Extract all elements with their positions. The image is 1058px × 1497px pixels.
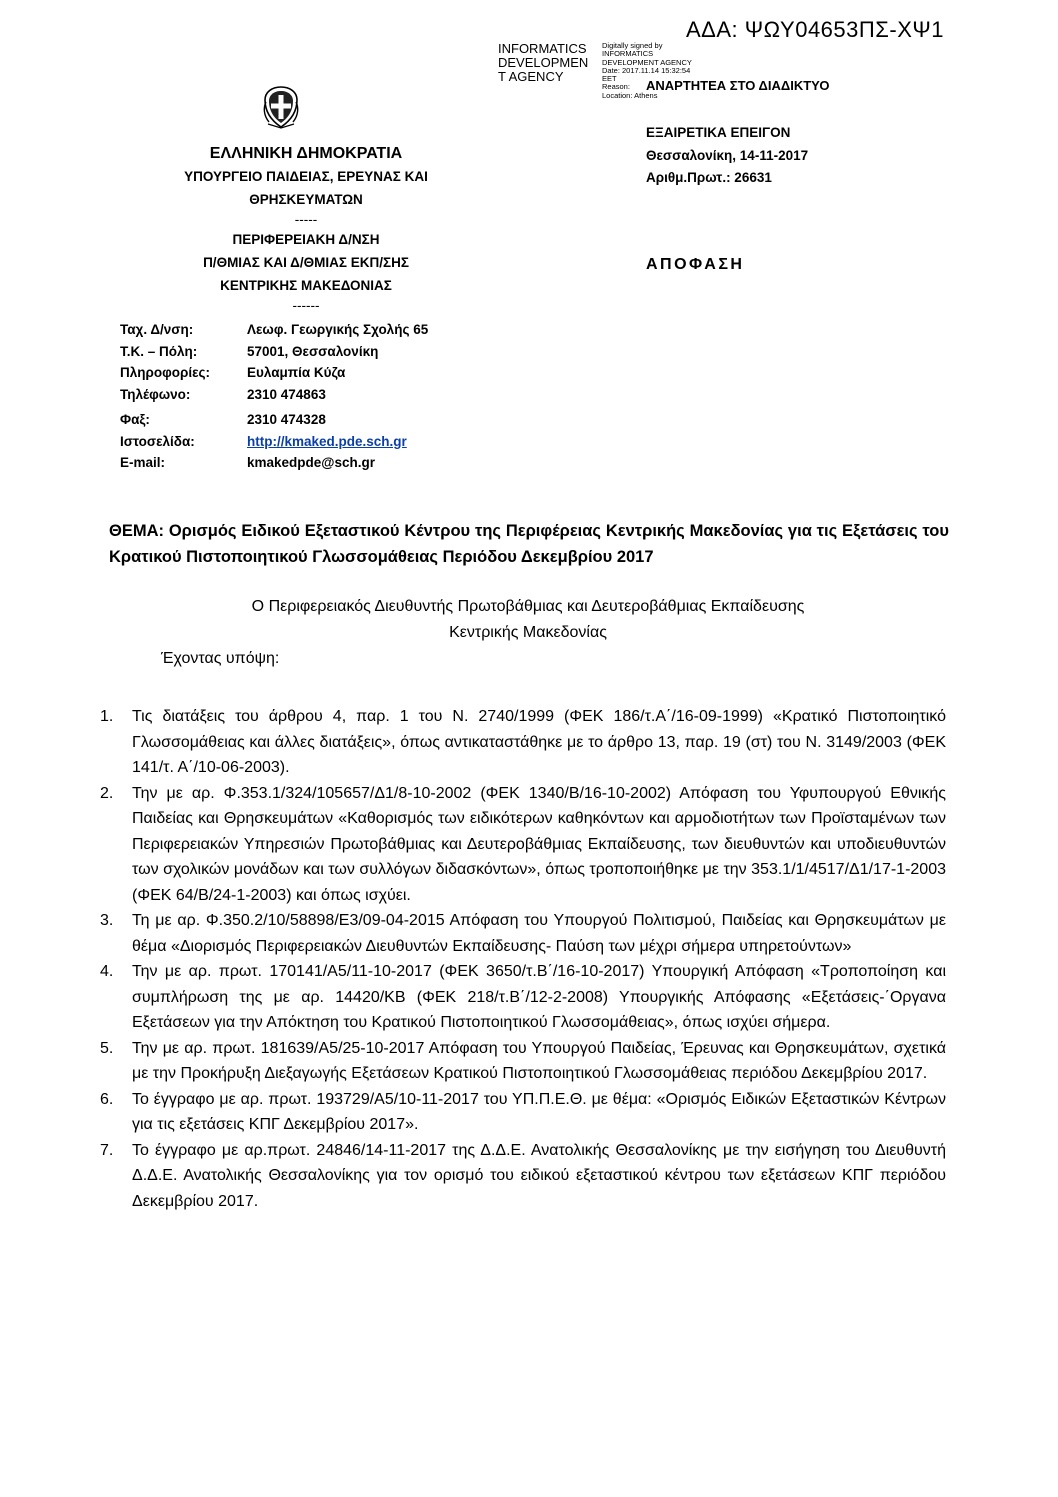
- contact-label: Τ.Κ. – Πόλη:: [120, 343, 198, 359]
- contact-value: Λεωφ. Γεωργικής Σχολής 65: [247, 322, 429, 337]
- contact-value: 57001, Θεσσαλονίκη: [247, 343, 379, 359]
- item-text: Την με αρ. πρωτ. 181639/Α5/25-10-2017 Απόφαση του Υπουργού Παιδείας, Έρευνας και Θρησκευμάτων, σχετικά με την Προκήρυξη Διεξαγωγής Εξετάσεων Κρατικού Πιστοποιητικού Γλωσσομάθειας περιόδου Δεκεμβρίου 2017.: [132, 1039, 946, 1082]
- separator: -----: [294, 212, 318, 227]
- ada-code: ΑΔΑ: ΨΩΥ04653ΠΣ-ΧΨ1: [685, 17, 944, 42]
- contact-value: Ευλαμπία Κύζα: [247, 365, 346, 380]
- item-text: Τη με αρ. Φ.350.2/10/58898/Ε3/09-04-2015 Απόφαση του Υπουργού Πολιτισμού, Παιδείας και Θρησκευμάτων με θέμα «Διορισμός Περιφερειακών Διευθυντών Εκπαίδευσης- Παύση των μέχρι σήμερα υπηρετούντων»: [132, 912, 946, 955]
- place-date: Θεσσαλονίκη, 14-11-2017: [646, 147, 809, 163]
- signature-line: Reason:: [602, 82, 630, 92]
- list-item: [100, 1087, 946, 1138]
- website-link[interactable]: http://kmaked.pde.sch.gr: [247, 433, 407, 449]
- signature-line: Location: Athens: [602, 90, 658, 100]
- separator: ------: [292, 298, 320, 313]
- item-number: 6.: [100, 1090, 114, 1108]
- item-text: Την με αρ. Φ.353.1/324/105657/Δ1/8-10-2002 (ΦΕΚ 1340/Β/16-10-2002) Απόφαση του Υφυπουργού Εθνικής Παιδείας και Θρησκευμάτων «Καθορισμός των ειδικότερων καθηκόντων και αρμοδιοτήτων των Προϊσταμένων των Περιφερειακών Υπηρεσιών Πρωτοβάθμιας και Δευτεροβάθμιας Εκπαίδευσης, των διευθυντών και υποδιευθυντών των σχολικών μονάδων και των συλλόγων διδασκόντων», όπως τροποποιήθηκε με την 353.1/1/4517/Δ1/17-1-2003 (ΦΕΚ 64/Β/24-1-2003) και όπως ισχύει.: [132, 784, 946, 904]
- directorate-line: Π/ΘΜΙΑΣ ΚΑΙ Δ/ΘΜΙΑΣ ΕΚΠ/ΣΗΣ: [203, 255, 409, 270]
- issuer-header: [150, 142, 462, 314]
- list-item: [100, 959, 946, 1036]
- item-number: 4.: [100, 963, 114, 980]
- republic-title: ΕΛΛΗΝΙΚΗ ΔΗΜΟΚΡΑΤΙΑ: [209, 145, 403, 162]
- document-meta: [646, 122, 808, 190]
- protocol-number: Αριθμ.Πρωτ.: 26631: [646, 170, 772, 185]
- list-item: [100, 908, 946, 959]
- contact-value: 2310 474863: [247, 386, 326, 402]
- authority-statement: [108, 594, 948, 646]
- signature-line: INFORMATICS: [602, 49, 654, 59]
- posting-note: ΑΝΑΡΤΗΤΕΑ ΣΤΟ ΔΙΑΔΙΚΤΥΟ: [646, 78, 830, 93]
- list-item: [100, 1138, 946, 1215]
- contact-value: 2310 474328: [247, 412, 326, 427]
- contact-label: E-mail:: [120, 455, 166, 470]
- item-text: Το έγγραφο με αρ.πρωτ. 24846/14-11-2017 της Δ.Δ.Ε. Ανατολικής Θεσσαλονίκης με την εισήγηση του Διευθυντή Δ.Δ.Ε. Ανατολικής Θεσσαλονίκης για τον ορισμό του ειδικού εξεταστικού κέντρου των εξετάσεων ΚΠΓ περιόδου Δεκεμβρίου 2017.: [132, 1141, 946, 1210]
- considerations-list: [100, 704, 946, 1214]
- subject-heading: ΘΕΜΑ: Ορισμός Ειδικού Εξεταστικού Κέντρου της Περιφέρειας Κεντρικής Μακεδονίας για τις Εξετάσεις του Κρατικού Πιστοποιητικού Γλωσσομάθειας Περιόδου Δεκεμβρίου 2017: [109, 522, 949, 566]
- signature-line: Date: 2017.11.14 15:32:54: [602, 65, 691, 75]
- urgency-label: ΕΞΑΙΡΕΤΙΚΑ ΕΠΕΙΓΟΝ: [646, 125, 791, 140]
- greek-coat-of-arms-icon: [260, 84, 302, 130]
- contact-label: Πληροφορίες:: [120, 365, 211, 380]
- list-item: [100, 1036, 946, 1087]
- ministry-line: ΘΡΗΣΚΕΥΜΑΤΩΝ: [249, 192, 363, 207]
- signature-line: DEVELOPMENT AGENCY: [602, 57, 692, 67]
- authority-line: Κεντρικής Μακεδονίας: [449, 624, 607, 641]
- contact-label: Ιστοσελίδα:: [120, 433, 195, 449]
- authority-line: Ο Περιφερειακός Διευθυντής Πρωτοβάθμιας και Δευτεροβάθμιας Εκπαίδευσης: [251, 598, 805, 615]
- item-text: Το έγγραφο με αρ. πρωτ. 193729/Α5/10-11-2017 του ΥΠ.Π.Ε.Θ. με θέμα: «Ορισμός Ειδικών Εξεταστικών Κέντρων για τις εξετάσεις ΚΠΓ Δεκεμβρίου 2017».: [132, 1090, 946, 1133]
- item-text: Την με αρ. πρωτ. 170141/Α5/11-10-2017 (ΦΕΚ 3650/τ.Β΄/16-10-2017) Υπουργική Απόφαση «Τροποποίηση και συμπλήρωση της με αρ. 14420/ΚΒ (ΦΕΚ 218/τ.Β΄/12-2-2008) Υπουργικής Απόφασης «Εξετάσεις-΄Οργανα Εξετάσεων για την Απόκτηση του Κρατικού Πιστοποιητικού Γλωσσομάθειας», όπως ισχύει σήμερα.: [132, 963, 946, 1031]
- item-number: 7.: [100, 1141, 114, 1159]
- contact-label: Ταχ. Δ/νση:: [120, 322, 194, 337]
- signature-agency: INFORMATICS DEVELOPMEN T AGENCY: [498, 41, 589, 84]
- directorate-line: ΚΕΝΤΡΙΚΗΣ ΜΑΚΕΔΟΝΙΑΣ: [220, 278, 392, 293]
- list-item: [100, 704, 946, 781]
- signature-line: EET: [602, 74, 617, 84]
- item-number: 2.: [100, 784, 114, 802]
- list-item: [100, 781, 946, 909]
- ministry-line: ΥΠΟΥΡΓΕΙΟ ΠΑΙΔΕΙΑΣ, ΕΡΕΥΝΑΣ ΚΑΙ: [184, 169, 428, 184]
- item-text: Τις διατάξεις του άρθρου 4, παρ. 1 του Ν. 2740/1999 (ΦΕΚ 186/τ.Α΄/16-09-1999) «Κρατικό Πιστοποιητικό Γλωσσομάθειας και άλλες διατάξεις», όπως αντικαταστάθηκε με το άρθρο 13, παρ. 19 (στ) του Ν. 3149/2003 (ΦΕΚ 141/τ. Α΄/10-06-2003).: [132, 708, 946, 776]
- item-number: 1.: [100, 708, 114, 725]
- item-number: 3.: [100, 912, 114, 929]
- having-regard: Έχοντας υπόψη:: [161, 650, 280, 667]
- directorate-line: ΠΕΡΙΦΕΡΕΙΑΚΗ Δ/ΝΣΗ: [232, 232, 380, 247]
- signature-line: Digitally signed by: [602, 41, 663, 50]
- contact-label: Τηλέφωνο:: [120, 386, 191, 402]
- item-number: 5.: [100, 1039, 114, 1057]
- contact-value: kmakedpde@sch.gr: [247, 455, 375, 470]
- decision-title: ΑΠΟΦΑΣΗ: [646, 256, 745, 273]
- contact-label: Φαξ:: [120, 412, 150, 427]
